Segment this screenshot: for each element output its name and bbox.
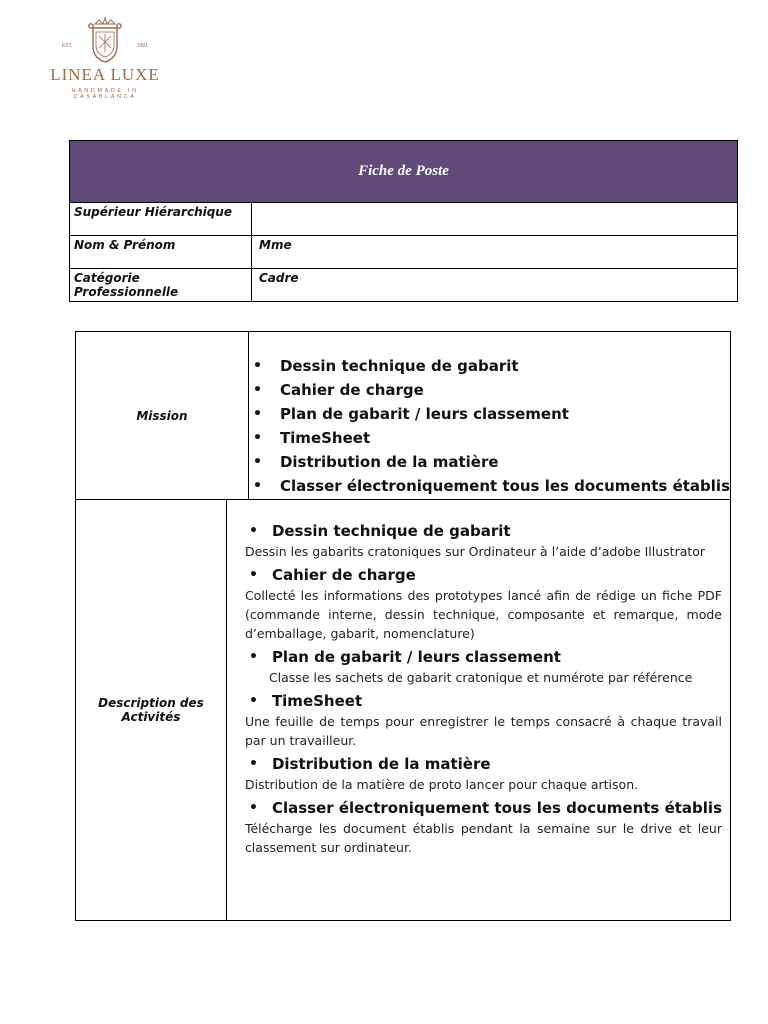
bullet-icon: • <box>248 649 258 665</box>
list-item: • TimeSheet <box>249 426 730 450</box>
activity-item <box>245 797 722 857</box>
bullet-icon: • <box>248 756 258 772</box>
activity-item <box>245 646 722 687</box>
mission-list <box>249 332 730 498</box>
activity-title: • Plan de gabarit / leurs classement <box>245 646 722 668</box>
activity-title: • Cahier de charge <box>245 564 722 586</box>
activities-row <box>76 499 730 920</box>
activity-item <box>245 520 722 561</box>
bullet-icon: • <box>252 454 262 470</box>
table-row <box>70 269 737 301</box>
field-label: Catégorie Professionnelle <box>70 269 252 301</box>
mission-row <box>76 332 730 499</box>
activity-description: Télécharge les document établis pendant la semaine sur le drive et leur classement sur ordinateur. <box>244 821 722 855</box>
activity-description: Collecté les informations des prototypes lancé afin de rédige un fiche PDF (commande interne, dessin technique, composante et remarque, mode d’emballage, gabarit, nomenclature) <box>244 588 722 641</box>
list-item: • Cahier de charge <box>249 378 730 402</box>
company-logo <box>40 14 170 106</box>
list-item: • Classer électroniquement tous les documents établis <box>249 474 730 498</box>
brand-name: LINEA LUXE <box>50 65 160 84</box>
est-label: EST. <box>62 43 73 49</box>
table-row <box>70 203 737 236</box>
bullet-icon: • <box>252 478 262 494</box>
activities-cell <box>227 500 730 920</box>
activity-description: Distribution de la matière de proto lancer pour chaque artison. <box>244 777 639 792</box>
brand-tagline: HANDMADE IN CASABLANCA <box>71 88 139 100</box>
activity-title: • Dessin technique de gabarit <box>245 520 722 542</box>
bullet-icon: • <box>248 693 258 709</box>
bullet-icon: • <box>252 382 262 398</box>
mission-cell <box>249 332 730 499</box>
bullet-icon: • <box>252 358 262 374</box>
list-item: • Distribution de la matière <box>249 450 730 474</box>
bullet-icon: • <box>248 523 258 539</box>
activity-description: Classe les sachets de gabarit cratonique et numérote par référence <box>268 670 693 685</box>
activity-description: Dessin les gabarits cratoniques sur Ordinateur à l’aide d’adobe Illustrator <box>244 544 706 559</box>
activity-title: • Classer électroniquement tous les documents établis <box>245 797 722 819</box>
list-item: • Dessin technique de gabarit <box>249 354 730 378</box>
job-info-table <box>69 140 738 302</box>
job-details-table <box>75 331 731 921</box>
bullet-icon: • <box>248 800 258 816</box>
mission-label: Mission <box>76 332 249 499</box>
bullet-icon: • <box>252 406 262 422</box>
est-year: 1991 <box>136 43 148 49</box>
document-title: Fiche de Poste <box>70 141 737 203</box>
bullet-icon: • <box>248 567 258 583</box>
activity-item <box>245 753 722 794</box>
activity-title: • TimeSheet <box>245 690 722 712</box>
table-row <box>70 236 737 269</box>
activity-item <box>245 690 722 750</box>
field-label: Nom & Prénom <box>70 236 252 268</box>
activity-item <box>245 564 722 643</box>
activity-description: Une feuille de temps pour enregistrer le temps consacré à chaque travail par un travailleur. <box>244 714 722 748</box>
field-value: Mme <box>259 238 292 252</box>
list-item: • Plan de gabarit / leurs classement <box>249 402 730 426</box>
field-value <box>252 203 737 235</box>
bullet-icon: • <box>252 430 262 446</box>
field-value: Cadre <box>259 271 299 285</box>
field-label: Supérieur Hiérarchique <box>70 203 252 235</box>
crest-icon <box>85 14 125 64</box>
activity-title: • Distribution de la matière <box>245 753 722 775</box>
activities-label: Description des Activités <box>76 500 227 920</box>
